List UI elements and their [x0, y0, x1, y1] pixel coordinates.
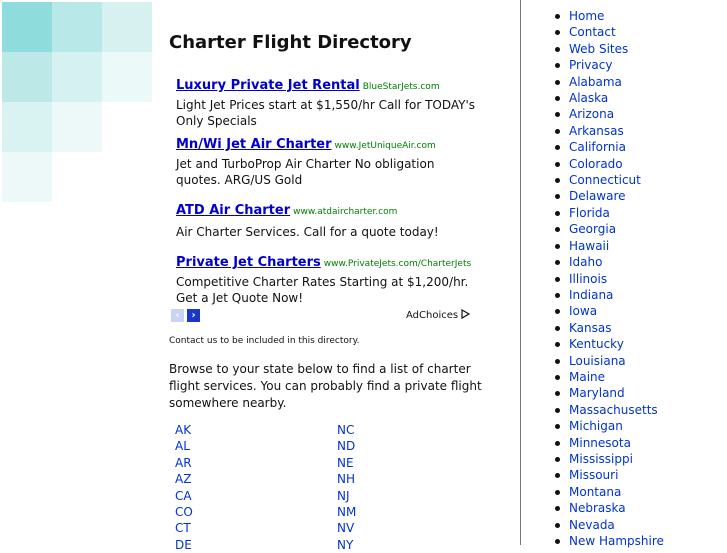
ad-description: Jet and TurboProp Air Charter No obligation quotes. ARG/US Gold — [176, 157, 435, 187]
sidebar-link[interactable]: Web Sites — [555, 41, 664, 57]
sidebar-link[interactable]: Alaska — [555, 90, 664, 106]
sidebar-link[interactable]: Contact — [555, 24, 664, 40]
ad-title-link[interactable]: ATD Air Charter — [176, 203, 291, 218]
state-link[interactable]: NH — [337, 472, 355, 487]
deco-tile — [2, 2, 52, 52]
ad-url-link[interactable]: www.atdaircharter.com — [293, 207, 398, 217]
state-link[interactable]: AL — [175, 439, 190, 454]
deco-tile — [2, 102, 52, 152]
ad-url-link[interactable]: BlueStarJets.com — [362, 82, 440, 92]
sidebar-link[interactable]: Kansas — [555, 320, 664, 336]
deco-tile — [2, 152, 52, 202]
sidebar-link[interactable]: Michigan — [555, 418, 664, 434]
state-link[interactable]: CT — [175, 521, 191, 536]
state-list-right — [337, 422, 356, 553]
state-link[interactable]: NC — [337, 423, 355, 437]
sidebar-link[interactable]: Mississippi — [555, 451, 664, 467]
sidebar-link[interactable]: Nebraska — [555, 500, 664, 516]
state-link[interactable]: AR — [175, 455, 192, 470]
ad-navigation — [171, 309, 200, 322]
deco-tile — [2, 52, 52, 102]
ad-url-link[interactable]: www.JetUniqueAir.com — [334, 141, 436, 151]
state-link[interactable]: CA — [175, 488, 192, 503]
sidebar-link[interactable]: Missouri — [555, 467, 664, 483]
browse-instructions: Browse to your state below to find a list of charter flight services. You can probably find a private flight somewhere nearby. — [169, 362, 482, 410]
adchoices-link[interactable] — [406, 309, 470, 321]
sidebar-link[interactable]: Connecticut — [555, 172, 664, 188]
deco-tile — [102, 52, 152, 102]
sidebar-link[interactable]: Kentucky — [555, 336, 664, 352]
sidebar-link[interactable]: New Hampshire — [555, 533, 664, 549]
ad-title-link[interactable]: Mn/Wi Jet Air Charter — [176, 137, 332, 152]
ad-unit[interactable] — [176, 133, 476, 188]
sidebar-link[interactable]: Georgia — [555, 221, 664, 237]
ad-description: Air Charter Services. Call for a quote today! — [176, 225, 439, 239]
deco-tile — [52, 2, 102, 52]
sidebar-link[interactable]: Louisiana — [555, 353, 664, 369]
state-link[interactable]: AZ — [175, 472, 192, 487]
ad-unit[interactable] — [176, 199, 476, 240]
ad-description: Light Jet Prices start at $1,550/hr Call for TODAY's Only Specials — [176, 98, 476, 128]
sidebar-link[interactable]: Nevada — [555, 517, 664, 533]
chevron-left-icon[interactable]: ‹ — [171, 309, 184, 322]
state-link[interactable]: CO — [175, 505, 193, 520]
sidebar-link[interactable]: California — [555, 139, 664, 155]
ad-unit[interactable] — [176, 251, 476, 306]
deco-tile — [52, 102, 102, 152]
contact-note: Contact us to be included in this directory. — [169, 336, 360, 346]
ad-unit[interactable] — [176, 74, 476, 129]
sidebar-link[interactable]: Iowa — [555, 303, 664, 319]
sidebar-link[interactable]: Minnesota — [555, 435, 664, 451]
sidebar-link[interactable]: Indiana — [555, 287, 664, 303]
state-link[interactable]: DE — [175, 537, 192, 552]
sidebar-link[interactable]: Alabama — [555, 74, 664, 90]
ad-title-link[interactable]: Luxury Private Jet Rental — [176, 78, 360, 93]
adchoices-triangle-icon — [461, 309, 470, 319]
adchoices-label: AdChoices — [406, 310, 459, 321]
state-link[interactable]: NJ — [337, 488, 350, 503]
ad-url-link[interactable]: www.PrivateJets.com/CharterJets — [323, 259, 472, 269]
state-list-left — [175, 422, 193, 553]
sidebar-link[interactable]: Hawaii — [555, 238, 664, 254]
sidebar-link[interactable]: Colorado — [555, 156, 664, 172]
sidebar-link[interactable]: Montana — [555, 484, 664, 500]
sidebar-link[interactable]: Home — [555, 8, 664, 24]
state-link[interactable]: NE — [337, 455, 354, 470]
sidebar-link[interactable]: Arizona — [555, 106, 664, 122]
sidebar-nav — [555, 8, 664, 549]
state-link[interactable]: NV — [337, 521, 355, 536]
state-link[interactable]: NY — [337, 537, 354, 552]
sidebar-link[interactable]: Delaware — [555, 188, 664, 204]
sidebar-link[interactable]: Illinois — [555, 271, 664, 287]
state-link[interactable]: NM — [337, 505, 357, 520]
deco-tile — [52, 52, 102, 102]
sidebar-link[interactable]: Maryland — [555, 385, 664, 401]
sidebar-link[interactable]: Maine — [555, 369, 664, 385]
sidebar-link[interactable]: Florida — [555, 205, 664, 221]
sidebar-link[interactable]: Privacy — [555, 57, 664, 73]
ad-description: Competitive Charter Rates Starting at $1,200/hr. Get a Jet Quote Now! — [176, 275, 469, 305]
page-title: Charter Flight Directory — [169, 32, 412, 53]
sidebar-link[interactable]: Idaho — [555, 254, 664, 270]
deco-tile — [102, 2, 152, 52]
sidebar-link[interactable]: Arkansas — [555, 123, 664, 139]
state-link[interactable]: ND — [337, 439, 356, 454]
column-divider — [520, 0, 521, 545]
sidebar-link[interactable]: Massachusetts — [555, 402, 664, 418]
state-link[interactable]: AK — [175, 423, 192, 437]
chevron-right-icon[interactable]: › — [187, 309, 200, 322]
ad-title-link[interactable]: Private Jet Charters — [176, 255, 321, 270]
